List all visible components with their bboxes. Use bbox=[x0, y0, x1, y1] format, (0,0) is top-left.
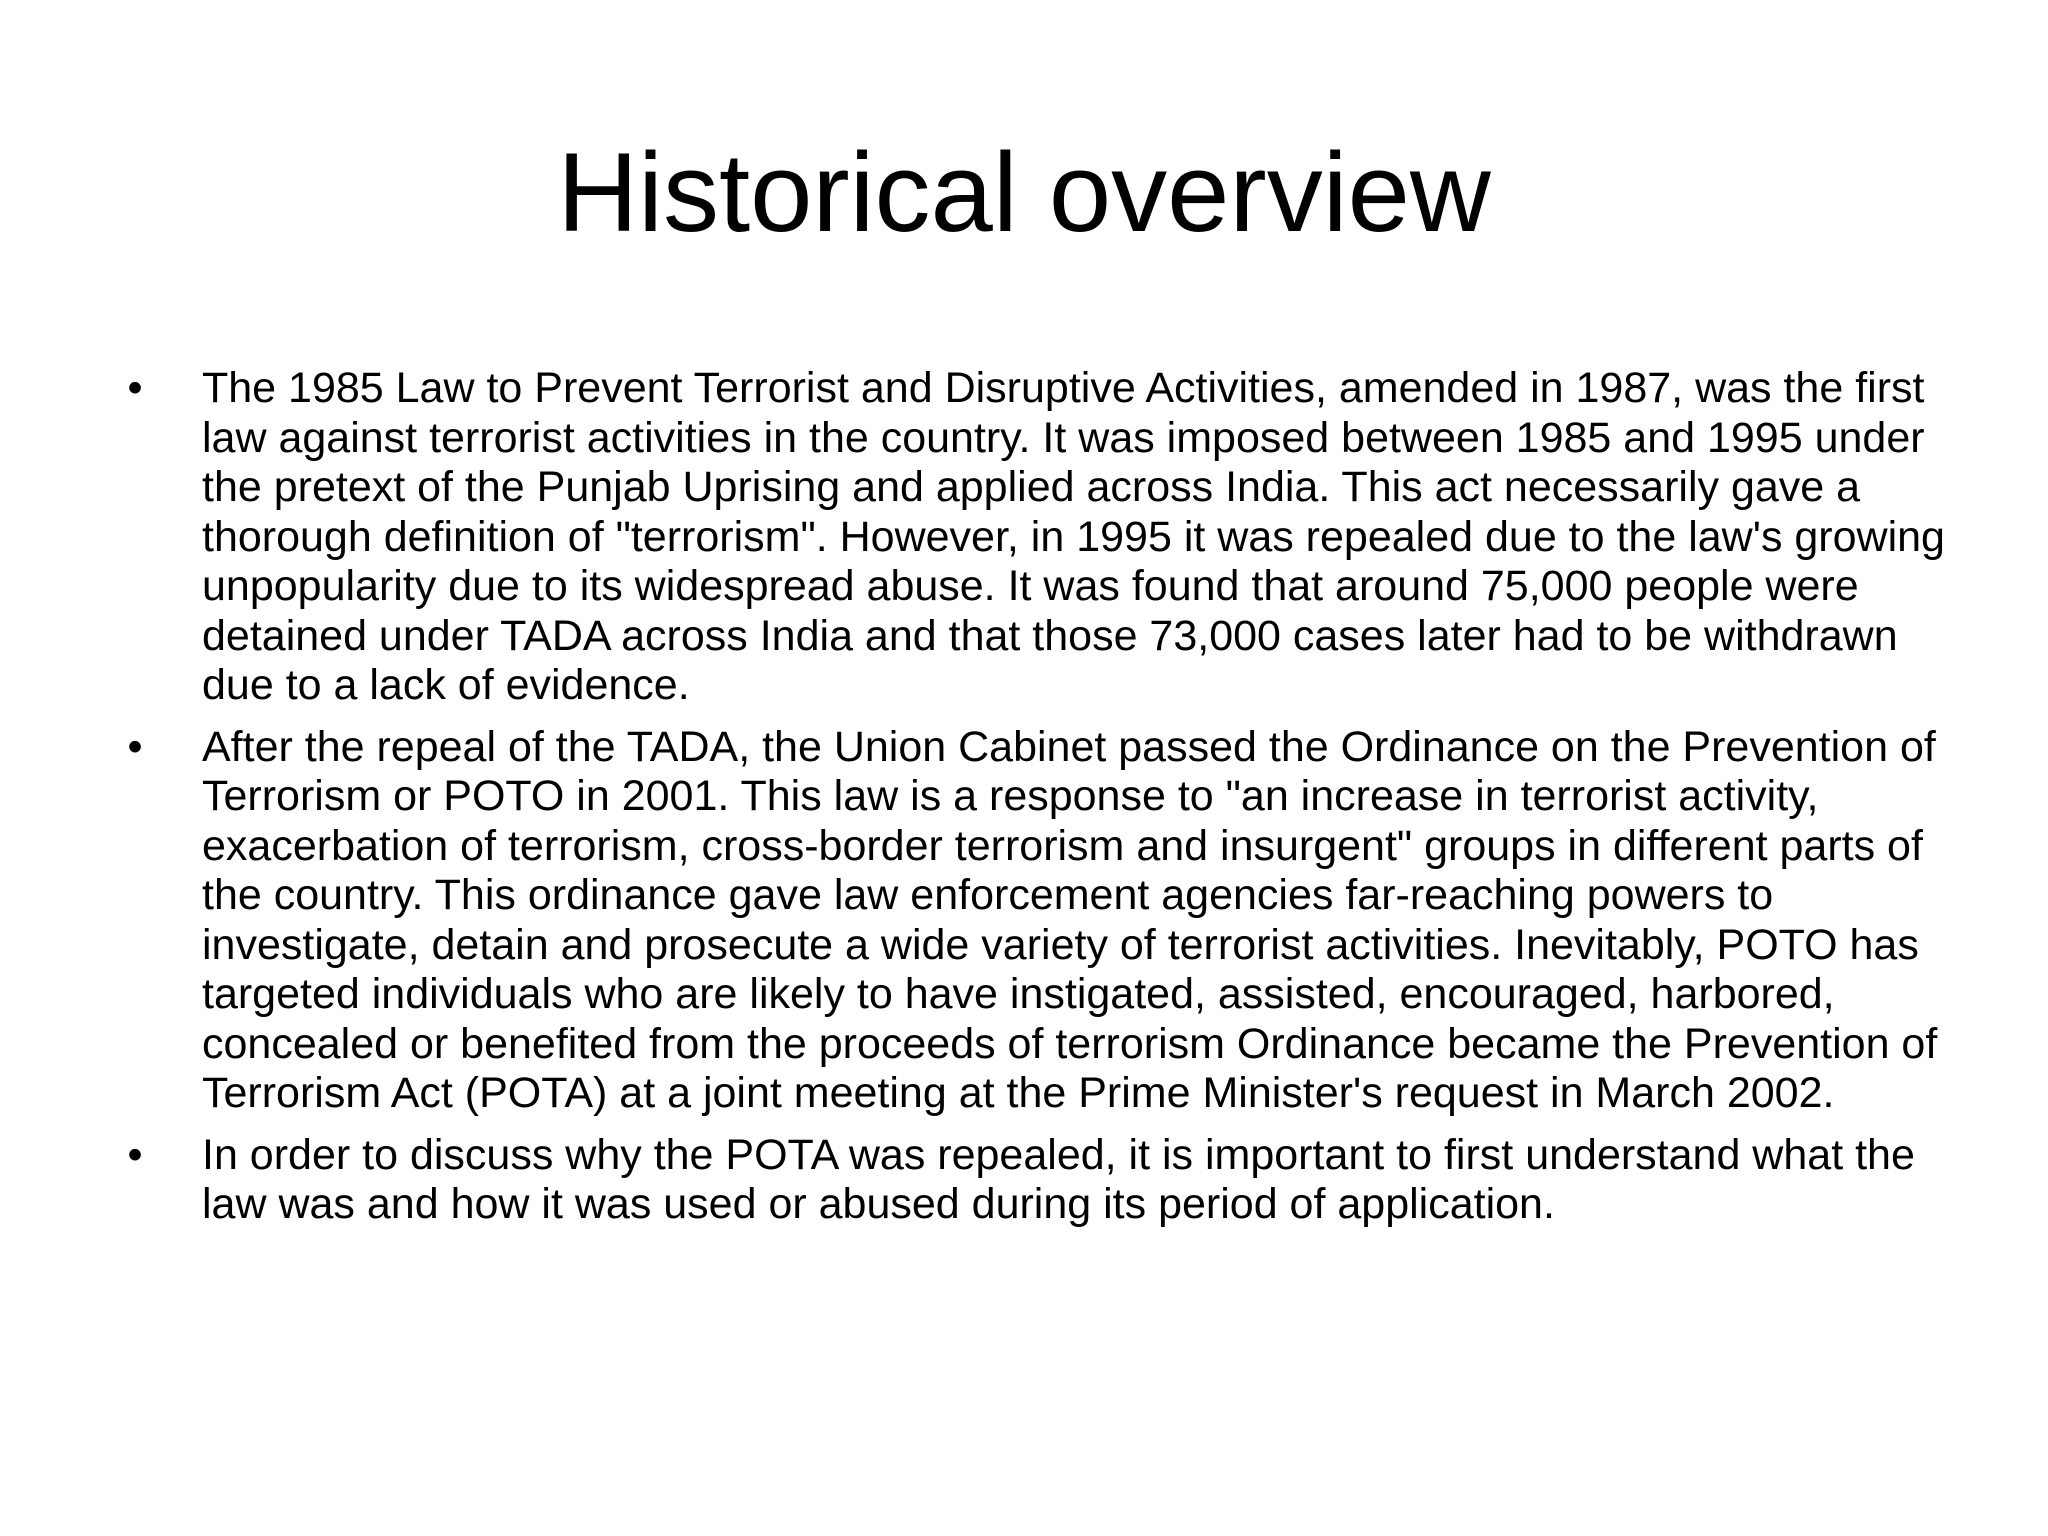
bullet-icon: • bbox=[127, 1130, 143, 1179]
bullet-item-tada bbox=[120, 364, 1950, 711]
bullet-item-pota bbox=[120, 1131, 1950, 1230]
bullet-icon: • bbox=[127, 364, 143, 412]
bullet-text: The 1985 Law to Prevent Terrorist and Disruptive Activities, amended in 1987, was the first law against terrorist activities in the country. It was imposed between 1985 and 1995 under the pretext of the Punjab Uprising and applied across India. This act necessarily gave a thorough definition of "terrorism". However, in 1995 it was repealed due to the law's growing unpopularity due to its widespread abuse. It was found that around 75,000 people were detained under TADA across India and that those 73,000 cases later had to be withdrawn due to a lack of evidence. bbox=[202, 364, 1945, 709]
bullet-list bbox=[120, 364, 1950, 1242]
bullet-text: In order to discuss why the POTA was repealed, it is important to first understand what the law was and how it was used or abused during its period of application. bbox=[202, 1130, 1915, 1228]
bullet-text: After the repeal of the TADA, the Union Cabinet passed the Ordinance on the Prevention of Terrorism or POTO in 2001. This law is a response to "an increase in terrorist activity, exacerbation of terrorism, cross-border terrorism and insurgent" groups in different parts of the country. This ordinance gave law enforcement agencies far-reaching powers to investigate, detain and prosecute a wide variety of terrorist activities. Inevitably, POTO has targeted individuals who are likely to have instigated, assisted, encouraged, harbored, concealed or benefited from the proceeds of terrorism Ordinance became the Prevention of Terrorism Act (POTA) at a joint meeting at the Prime Minister's request in March 2002. bbox=[202, 722, 1938, 1117]
bullet-item-poto bbox=[120, 723, 1950, 1119]
bullet-icon: • bbox=[127, 722, 143, 771]
slide-title: Historical overview bbox=[557, 130, 1491, 255]
